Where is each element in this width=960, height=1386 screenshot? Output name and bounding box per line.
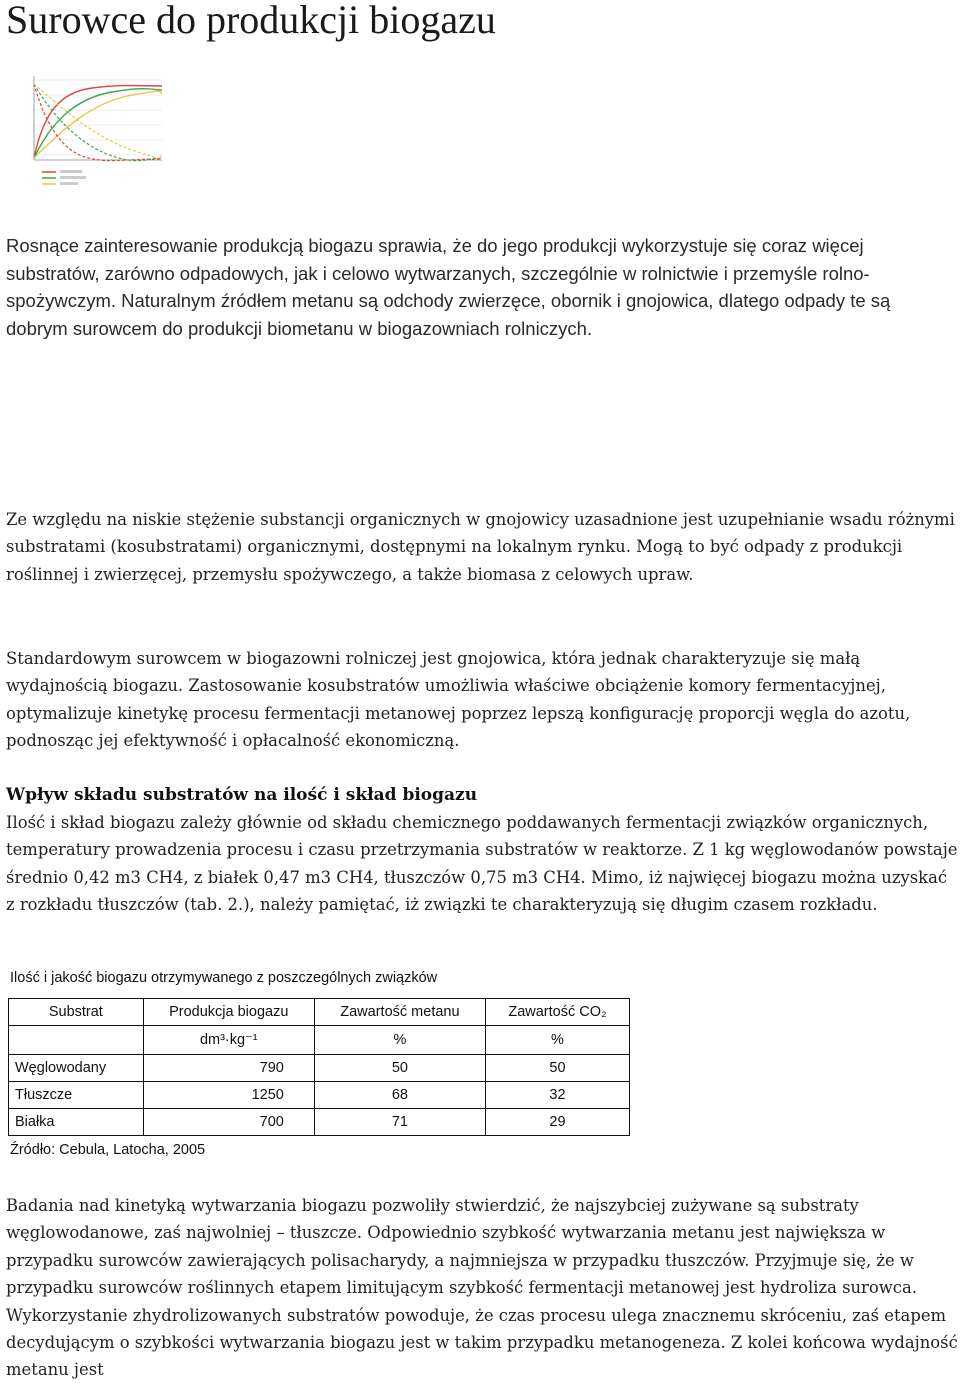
header-cell: Produkcja biogazu: [143, 999, 314, 1026]
figure-title: Ilość i jakość biogazu otrzymywanego z poszczególnych związków: [10, 970, 438, 986]
table-header-row: [9, 999, 630, 1026]
unit-cell: dm³·kg⁻¹: [143, 1026, 314, 1055]
paragraph-cosubstrates: Ze względu na niskie stężenie substancji organicznych w gnojowicy uzasadnione jest uzupełnianie wsadu różnymi substratami (kosubstratami) organicznymi, dostępnymi na lokalnym rynku. Mogą to być odpady z produkcji roślinnej i zwierzęcej, przemysłu spożywczego, a także biomasa z celowych upraw.: [6, 510, 955, 584]
value-cell: 50: [314, 1055, 485, 1082]
value-cell: 68: [314, 1082, 485, 1109]
value-cell: 1250: [143, 1082, 314, 1109]
figure-source: Źródło: Cebula, Latocha, 2005: [10, 1142, 206, 1158]
unit-cell: %: [485, 1026, 629, 1055]
header-cell: Zawartość CO₂: [485, 999, 629, 1026]
value-cell: 700: [143, 1109, 314, 1136]
value-cell: 32: [485, 1082, 629, 1109]
header-cell: Substrat: [9, 999, 144, 1026]
value-cell: 71: [314, 1109, 485, 1136]
biogas-yield-table: [8, 998, 630, 1136]
biogas-table-figure: [8, 968, 632, 1164]
value-cell: 790: [143, 1055, 314, 1082]
table-row: [9, 1082, 630, 1109]
intro-paragraph: Rosnące zainteresowanie produkcją biogazu sprawia, że do jego produkcji wykorzystuje się coraz więcej substratów, zarówno odpadowych, jak i celowo wytwarzanych, szczególnie w rolnictwie i przemyśle rolno-spożywczym. Naturalnym źródłem metanu są odchody zwierzęce, obornik i gnojowica, dlatego odpady te są dobrym surowcem do produkcji biometanu w biogazowniach rolniczych.: [6, 235, 891, 339]
substrate-cell: Węglowodany: [9, 1055, 144, 1082]
section-heading: Wpływ składu substratów na ilość i skład biogazu: [6, 785, 478, 805]
substrate-cell: Białka: [9, 1109, 144, 1136]
paragraph-standard-feedstock: Standardowym surowcem w biogazowni rolniczej jest gnojowica, która jednak charakteryzuje się małą wydajnością biogazu. Zastosowanie kosubstratów umożliwia właściwe obciążenie komory fermentacyjnej, optymalizuje kinetykę procesu fermentacji metanowej poprzez lepszą konfigurację proporcji węgla do azotu, podnosząc jej efektywność i opłacalność ekonomiczną.: [6, 649, 911, 751]
series-green-rising: [34, 89, 162, 158]
paragraph-kinetics: Badania nad kinetyką wytwarzania biogazu pozwoliły stwierdzić, że najszybciej zużywane są substraty węglowodanowe, zaś najwolniej – tłuszcze. Odpowiednio szybkość wytwarzania metanu jest największa w przypadku surowców zawierających polisacharydy, a najmniejsza w przypadku tłuszczów. Przyjmuje się, że w przypadku surowców roślinnych etapem limitującym szybkość fermentacji metanowej jest hydroliza surowca. Wykorzystanie zhydrolizowanych substratów powoduje, że czas procesu ulega znacznemu skróceniu, zaś etapem decydującym o szybkości wytwarzania biogazu jest w takim przypadku metanogeneza. Z kolei końcowa wydajność metanu jest: [6, 1196, 958, 1380]
kinetics-chart-thumbnail: [22, 70, 172, 190]
table-row: [9, 1109, 630, 1136]
paragraph-biogas-composition: Ilość i skład biogazu zależy głównie od składu chemicznego poddawanych fermentacji związków organicznych, temperatury prowadzenia procesu i czasu przetrzymania substratów w reaktorze. Z 1 kg węglowodanów powstaje średnio 0,42 m3 CH4, z białek 0,47 m3 CH4, tłuszczów 0,75 m3 CH4. Mimo, iż najwięcej biogazu można uzyskać z rozkładu tłuszczów (tab. 2.), należy pamiętać, iż związki te charakteryzują się długim czasem rozkładu.: [6, 813, 958, 915]
value-cell: 50: [485, 1055, 629, 1082]
value-cell: 29: [485, 1109, 629, 1136]
substrate-cell: Tłuszcze: [9, 1082, 144, 1109]
page-title: Surowce do produkcji biogazu: [6, 0, 496, 42]
chart-legend: [42, 170, 86, 185]
series-red-rising: [34, 86, 162, 159]
table-units-row: [9, 1026, 630, 1055]
header-cell: Zawartość metanu: [314, 999, 485, 1026]
table-row: [9, 1055, 630, 1082]
chart-grid: [34, 80, 162, 155]
unit-cell: [9, 1026, 144, 1055]
unit-cell: %: [314, 1026, 485, 1055]
